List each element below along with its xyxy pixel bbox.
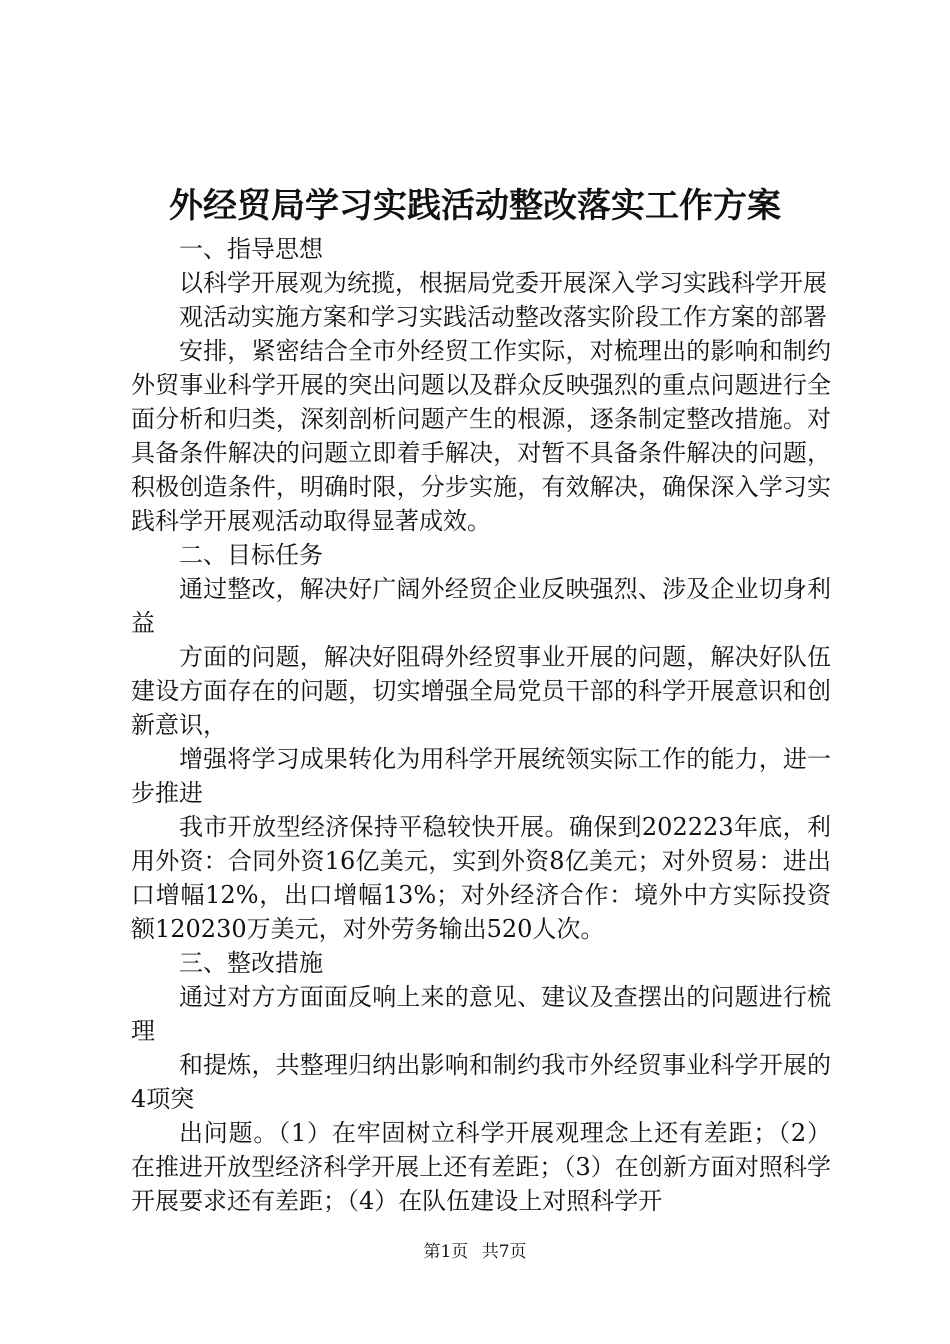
paragraph: 方面的问题，解决好阻碍外经贸事业开展的问题，解决好队伍建设方面存在的问题，切实增强全局党员干部的科学开展意识和创新意识， [131,643,831,739]
section-heading-measures: 三、整改措施 [179,949,323,977]
paragraph: 增强将学习成果转化为用科学开展统领实际工作的能力，进一步推进 [131,745,831,807]
paragraph: 以科学开展观为统揽，根据局党委开展深入学习实践科学开展 [179,269,827,297]
paragraph: 我市开放型经济保持平稳较快开展。确保到202223年底，利用外资：合同外资16亿美元，实到外资8亿美元；对外贸易：进出口增幅12%，出口增幅13%；对外经济合作：境外中方实际投资额120230万美元，对外劳务输出520人次。 [131,813,831,943]
paragraph: 通过对方方面面反响上来的意见、建议及查摆出的问题进行梳理 [131,983,831,1045]
document-title: 外经贸局学习实践活动整改落实工作方案 [169,186,781,226]
section-heading-objectives: 二、目标任务 [179,541,323,569]
document-body [131,232,831,1218]
paragraph: 观活动实施方案和学习实践活动整改落实阶段工作方案的部署 [179,303,827,331]
page-footer [0,1240,950,1264]
page-number: 第1页 [423,1242,469,1262]
paragraph: 出问题。（1）在牢固树立科学开展观理念上还有差距；（2）在推进开放型经济科学开展上还有差距；（3）在创新方面对照科学开展要求还有差距；（4）在队伍建设上对照科学开 [131,1119,831,1215]
page-total: 共7页 [481,1242,527,1262]
paragraph: 通过整改，解决好广阔外经贸企业反映强烈、涉及企业切身利益 [131,575,831,637]
paragraph: 安排，紧密结合全市外经贸工作实际，对梳理出的影响和制约外贸事业科学开展的突出问题以及群众反映强烈的重点问题进行全面分析和归类，深刻剖析问题产生的根源，逐条制定整改措施。对具备条件解决的问题立即着手解决，对暂不具备条件解决的问题，积极创造条件，明确时限，分步实施，有效解决，确保深入学习实践科学开展观活动取得显著成效。 [131,337,831,535]
section-heading-guiding-ideology: 一、指导思想 [179,235,323,263]
paragraph: 和提炼，共整理归纳出影响和制约我市外经贸事业科学开展的4项突 [131,1051,831,1113]
